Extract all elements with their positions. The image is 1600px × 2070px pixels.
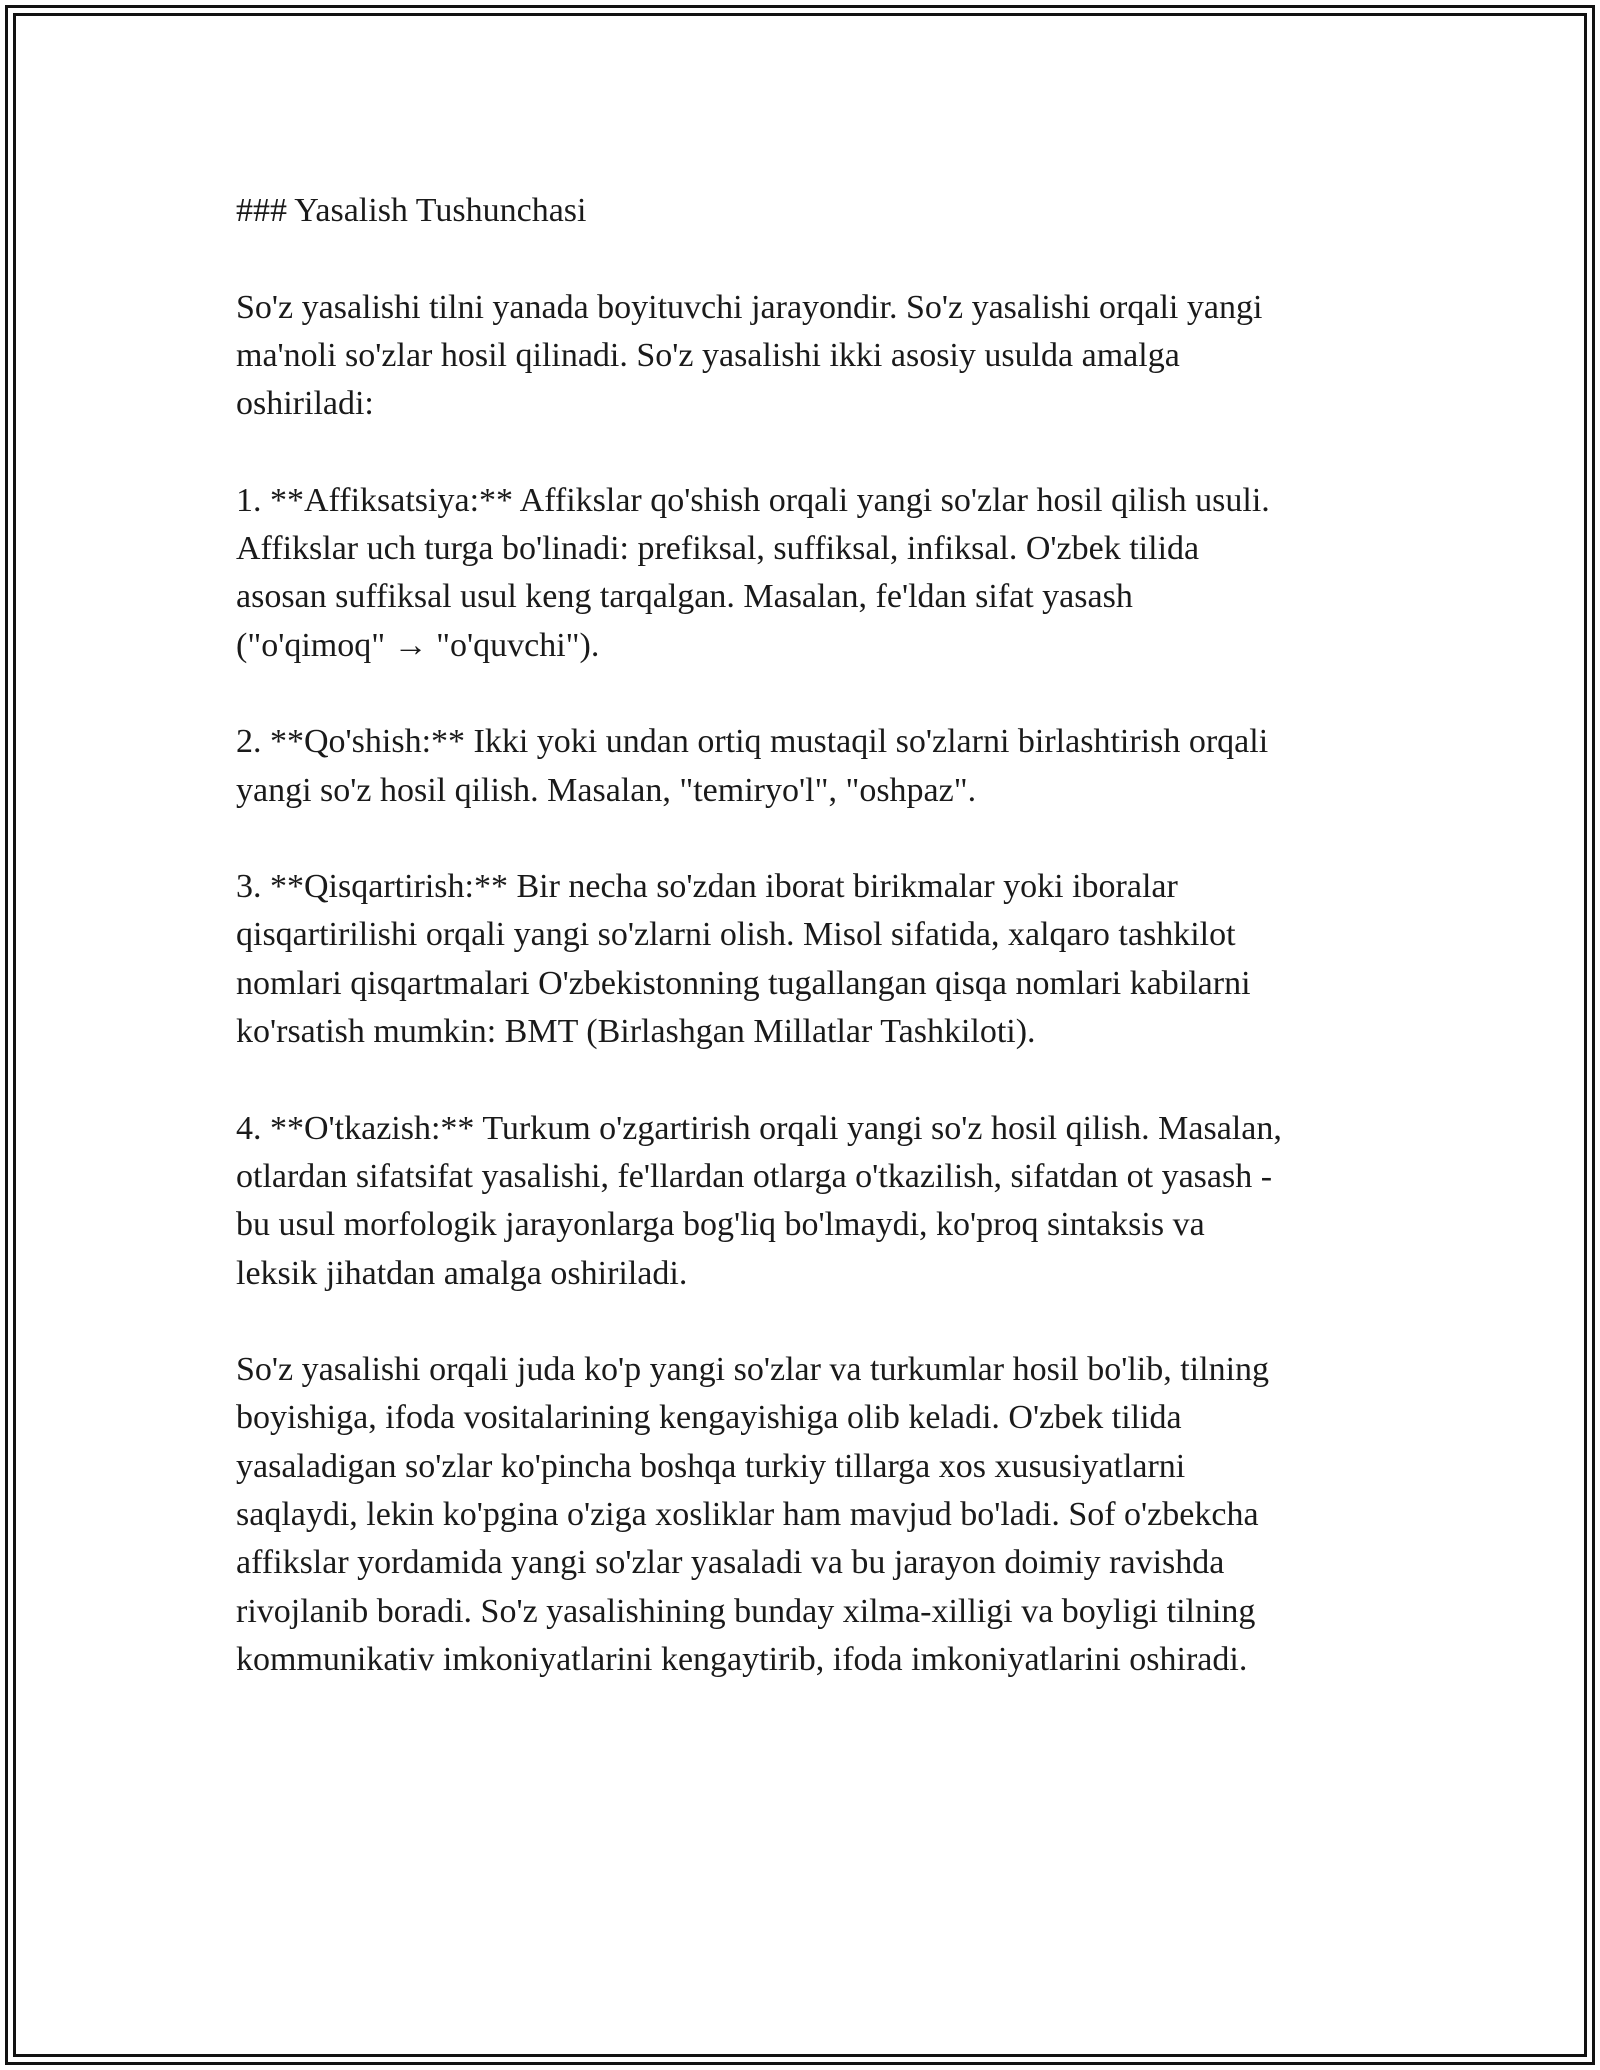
text-line: kommunikativ imkoniyatlarini kengaytirib, ifoda imkoniyatlarini oshiradi. [236,1640,1248,1678]
document-body [236,187,1386,1684]
text-line: Affikslar uch turga bo'linadi: prefiksal, suffiksal, infiksal. O'zbek tilida [236,530,1200,568]
text-line: qisqartirilishi orqali yangi so'zlarni olish. Misol sifatida, xalqaro tashkilot [236,916,1236,954]
text-line: boyishiga, ifoda vositalarining kengayishiga olib keladi. O'zbek tilida [236,1399,1182,1437]
text-line: bu usul morfologik jarayonlarga bog'liq bo'lmaydi, ko'proq sintaksis va [236,1206,1205,1244]
text-line: otlardan sifatsifat yasalishi, fe'llardan otlarga o'tkazilish, sifatdan ot yasash - [236,1157,1273,1195]
text-line: So'z yasalishi orqali juda ko'p yangi so'zlar va turkumlar hosil bo'lib, tilning [236,1351,1270,1389]
section-heading [236,187,1386,235]
text-line: leksik jihatdan amalga oshiriladi. [236,1254,688,1292]
text-line: nomlari qisqartmalari O'zbekistonning tugallangan qisqa nomlari kabilarni [236,964,1251,1002]
heading-text: ### Yasalish Tushunchasi [236,192,587,229]
text-line: saqlaydi, lekin ko'pgina o'ziga xosliklar ham mavjud bo'ladi. Sof o'zbekcha [236,1496,1259,1534]
text-line: 4. **O'tkazish:** Turkum o'zgartirish orqali yangi so'z hosil qilish. Masalan, [236,1109,1282,1147]
list-item-qisqartirish [236,863,1386,1056]
list-item-otkazish [236,1105,1386,1298]
text-line: rivojlanib boradi. So'z yasalishining bunday xilma-xilligi va boyligi tilning [236,1592,1256,1630]
text-line: yasaladigan so'zlar ko'pincha boshqa turkiy tillarga xos xususiyatlarni [236,1447,1186,1485]
text-line: 2. **Qo'shish:** Ikki yoki undan ortiq mustaqil so'zlarni birlashtirish orqali [236,723,1269,761]
text-line: ma'noli so'zlar hosil qilinadi. So'z yasalishi ikki asosiy usulda amalga [236,336,1180,374]
text-line: oshiriladi: [236,385,374,423]
text-line: yangi so'z hosil qilish. Masalan, "temiryo'l", "oshpaz". [236,771,977,809]
text-line: ko'rsatish mumkin: BMT (Birlashgan Millatlar Tashkiloti). [236,1013,1036,1051]
text-line: 1. **Affiksatsiya:** Affikslar qo'shish orqali yangi so'zlar hosil qilish usuli. [236,481,1270,519]
intro-paragraph [236,284,1386,429]
text-line: affikslar yordamida yangi so'zlar yasaladi va bu jarayon doimiy ravishda [236,1544,1225,1582]
text-line: So'z yasalishi tilni yanada boyituvchi jarayondir. So'z yasalishi orqali yangi [236,288,1263,326]
text-line: 3. **Qisqartirish:** Bir necha so'zdan iborat birikmalar yoki iboralar [236,868,1178,906]
text-line: asosan suffiksal usul keng tarqalgan. Masalan, fe'ldan sifat yasash [236,578,1133,616]
list-item-qoshish [236,718,1386,815]
list-item-affiksatsiya [236,477,1386,670]
text-line: ("o'qimoq" → "o'quvchi"). [236,626,600,664]
conclusion-paragraph [236,1346,1386,1684]
